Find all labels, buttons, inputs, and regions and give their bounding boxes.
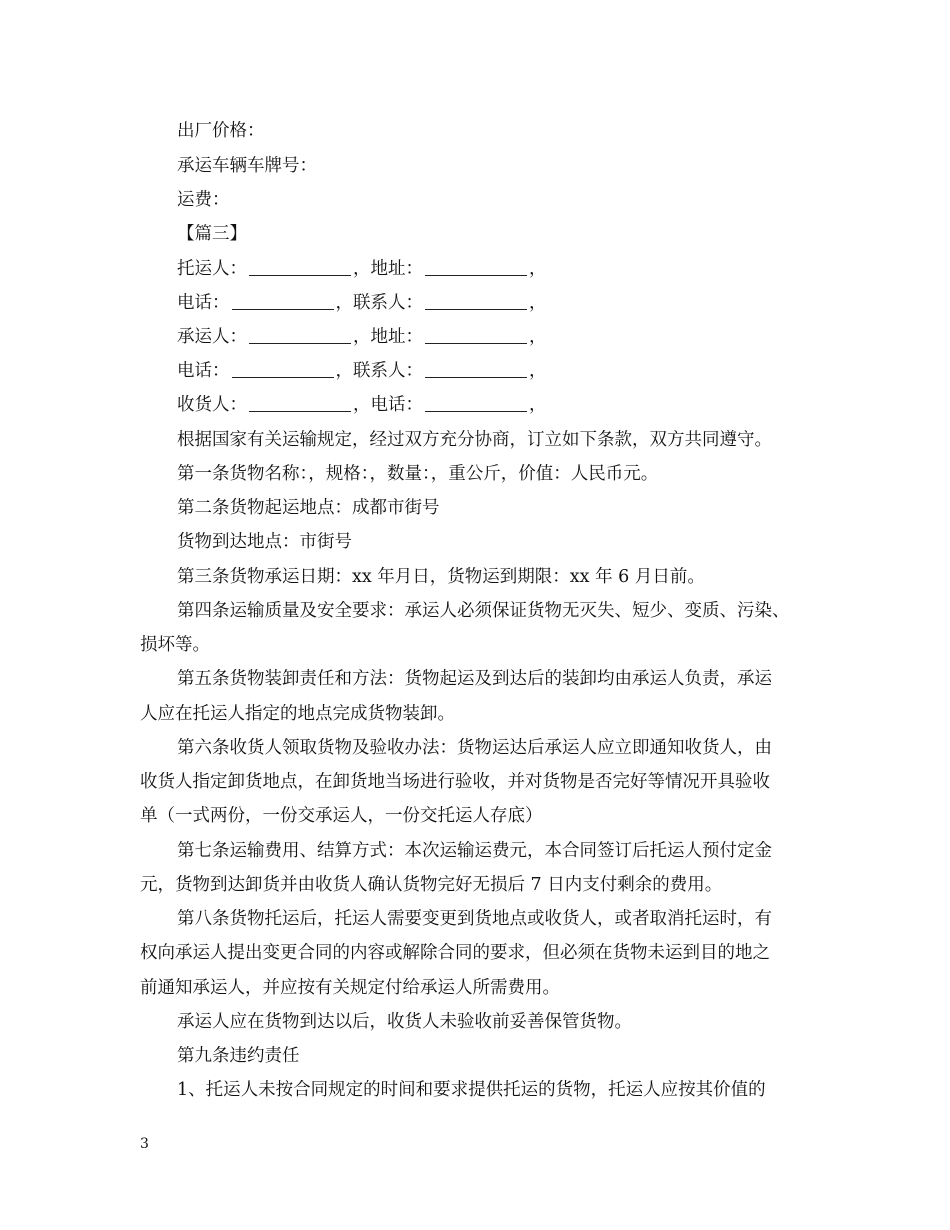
paragraph: 货物到达地点：市街号 [177,532,352,552]
blank-field [249,259,351,276]
blank-field [425,293,527,310]
paragraph: 第四条运输质量及安全要求：承运人必须保证货物无灭失、短少、变质、污染、 [177,601,790,621]
paragraph: 单（一式两份，一份交承运人，一份交托运人存底） [140,806,543,826]
label: ， [529,259,547,279]
paragraph: 第五条货物装卸责任和方法：货物起运及到达后的装卸均由承运人负责，承运 [177,669,772,689]
label: ， [529,395,547,415]
page-number: 3 [140,1136,149,1152]
blank-field [425,327,527,344]
label: 电话： [177,293,230,313]
paragraph: 第七条运输费用、结算方式：本次运输运费元，本合同签订后托运人预付定金 [177,841,772,861]
blank-field [249,395,351,412]
paragraph: 权向承运人提出变更合同的内容或解除合同的要求，但必须在货物未运到目的地之 [140,943,770,963]
label: ，联系人： [335,293,423,313]
form-line-carrier [177,325,547,349]
form-line-consignee [177,393,547,417]
label: 电话： [177,361,230,381]
blank-field [425,395,527,412]
blank-field [425,361,527,378]
paragraph: 第八条货物托运后，托运人需要变更到货地点或收货人，或者取消托运时，有 [177,909,772,929]
label: 承运人： [177,327,247,347]
paragraph: 第九条违约责任 [177,1046,300,1066]
label: ，地址： [353,327,423,347]
blank-field [249,327,351,344]
blank-field [232,361,334,378]
label: ， [529,293,547,313]
paragraph: 第一条货物名称：，规格：，数量：，重公斤，价值：人民币元。 [177,464,659,484]
paragraph: 元，货物到达卸货并由收货人确认货物完好无损后 7 日内支付剩余的费用。 [140,875,723,895]
label: ， [529,361,547,381]
text-line: 承运车辆车牌号： [177,156,317,176]
label: ，联系人： [335,361,423,381]
paragraph: 前通知承运人，并应按有关规定付给承运人所需费用。 [140,978,560,998]
form-line-phone2 [177,359,547,383]
paragraph: 损坏等。 [140,635,210,655]
label: ，电话： [353,395,423,415]
form-line-shipper [177,257,547,281]
paragraph: 人应在托运人指定的地点完成货物装卸。 [140,704,455,724]
label: 托运人： [177,259,247,279]
paragraph: 第三条货物承运日期：xx 年月日，货物运到期限：xx 年 6 月日前。 [177,567,705,587]
paragraph: 收货人指定卸货地点，在卸货地当场进行验收，并对货物是否完好等情况开具验收 [140,772,770,792]
blank-field [232,293,334,310]
section-heading: 【篇三】 [177,224,247,244]
label: ， [529,327,547,347]
label: 收货人： [177,395,247,415]
blank-field [425,259,527,276]
text-line: 运费： [177,190,230,210]
paragraph: 第二条货物起运地点：成都市街号 [177,498,440,518]
form-line-phone [177,291,547,315]
paragraph: 承运人应在货物到达以后，收货人未验收前妥善保管货物。 [177,1012,632,1032]
paragraph: 1、托运人未按合同规定的时间和要求提供托运的货物，托运人应按其价值的 [177,1080,766,1100]
paragraph: 根据国家有关运输规定，经过双方充分协商，订立如下条款，双方共同遵守。 [177,430,772,450]
paragraph: 第六条收货人领取货物及验收办法：货物运达后承运人应立即通知收货人，由 [177,738,772,758]
text-line: 出厂价格： [177,121,265,141]
label: ，地址： [353,259,423,279]
